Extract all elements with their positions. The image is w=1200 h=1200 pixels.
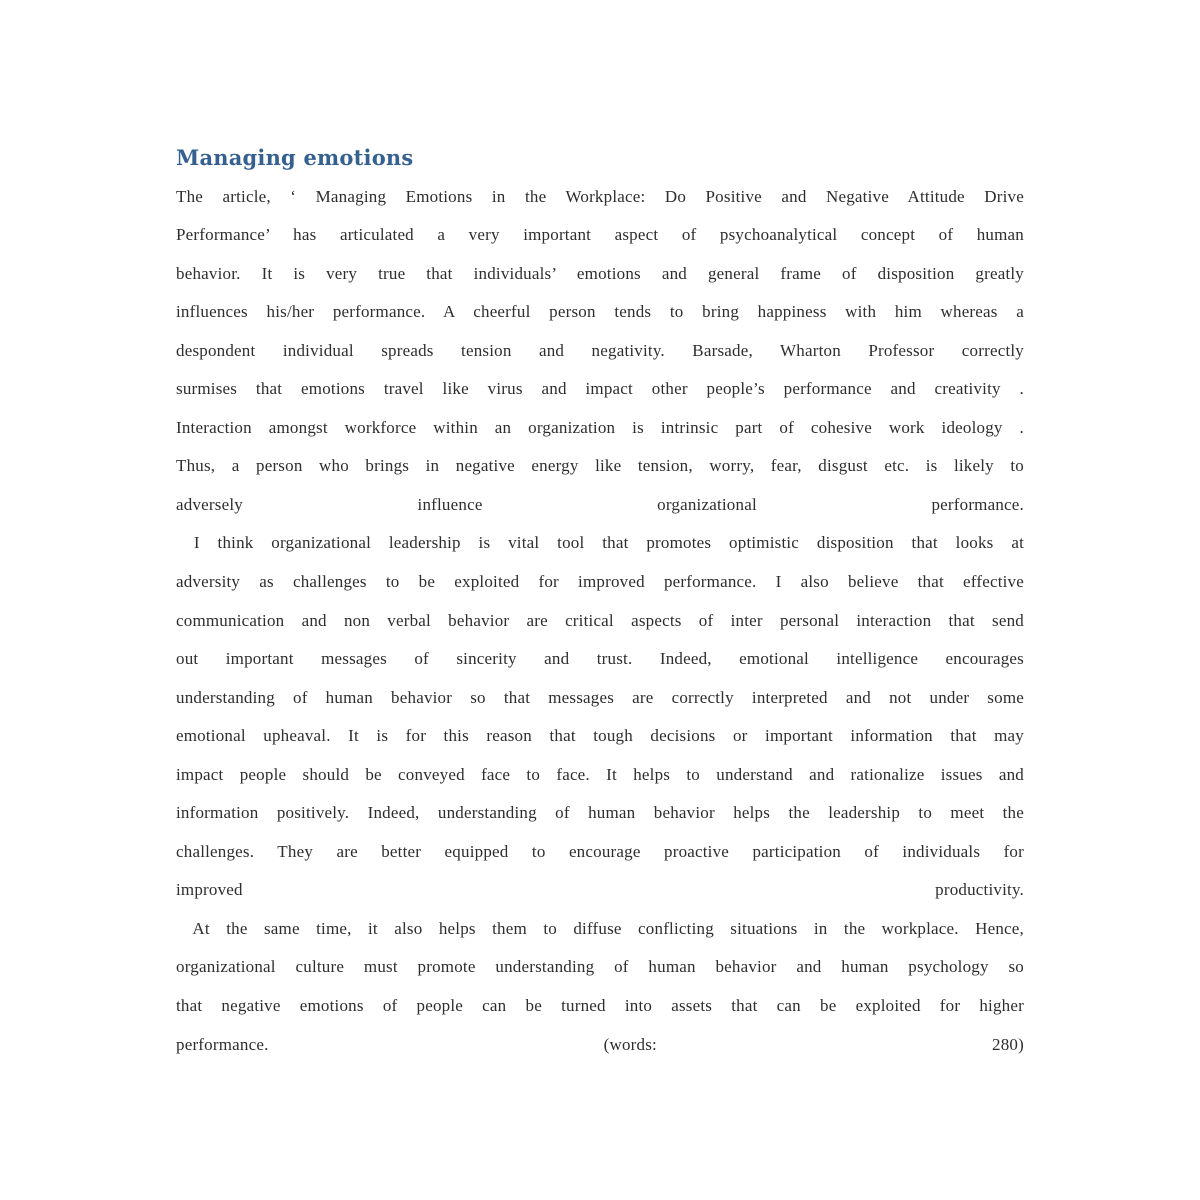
text-line: that negative emotions of people can be turned into assets that can be exploited for higher <box>176 996 1024 1016</box>
text-line: adversity as challenges to be exploited for improved performance. I also believe that effective <box>176 572 1024 592</box>
text-line: information positively. Indeed, understanding of human behavior helps the leadership to meet the <box>176 803 1024 823</box>
text-line: behavior. It is very true that individuals’ emotions and general frame of disposition greatly <box>176 263 1024 283</box>
text-line: surmises that emotions travel like virus and impact other people’s performance and creativity . <box>176 379 1024 399</box>
text-line: challenges. They are better equipped to encourage proactive participation of individuals for <box>176 841 1024 861</box>
text-line: influences his/her performance. A cheerful person tends to bring happiness with him whereas a <box>176 302 1024 322</box>
text-line: performance. (words: 280) <box>176 1034 1024 1054</box>
text-line: Performance’ has articulated a very important aspect of psychoanalytical concept of human <box>176 225 1024 245</box>
text-line: communication and non verbal behavior are critical aspects of inter personal interaction that send <box>176 610 1024 630</box>
text-line: At the same time, it also helps them to diffuse conflicting situations in the workplace. Hence, <box>176 918 1024 938</box>
text-line: out important messages of sincerity and trust. Indeed, emotional intelligence encourages <box>176 649 1024 669</box>
text-line: understanding of human behavior so that messages are correctly interpreted and not under some <box>176 687 1024 707</box>
text-line: Interaction amongst workforce within an organization is intrinsic part of cohesive work ideology . <box>176 417 1024 437</box>
text-line: improved productivity. <box>176 880 1024 900</box>
document-body <box>176 178 1024 1065</box>
text-line: emotional upheaval. It is for this reason that tough decisions or important information that may <box>176 726 1024 746</box>
text-line: The article, ‘ Managing Emotions in the Workplace: Do Positive and Negative Attitude Drive <box>176 186 1024 206</box>
text-line: impact people should be conveyed face to face. It helps to understand and rationalize issues and <box>176 764 1024 784</box>
text-line: adversely influence organizational performance. <box>176 494 1024 514</box>
text-line: I think organizational leadership is vital tool that promotes optimistic disposition that looks at <box>176 533 1024 553</box>
document-title: Managing emotions <box>176 145 414 170</box>
text-line: Thus, a person who brings in negative energy like tension, worry, fear, disgust etc. is likely to <box>176 456 1024 476</box>
document-content <box>176 139 1024 1064</box>
text-line: organizational culture must promote understanding of human behavior and human psychology so <box>176 957 1024 977</box>
text-line: despondent individual spreads tension and negativity. Barsade, Wharton Professor correctly <box>176 340 1024 360</box>
